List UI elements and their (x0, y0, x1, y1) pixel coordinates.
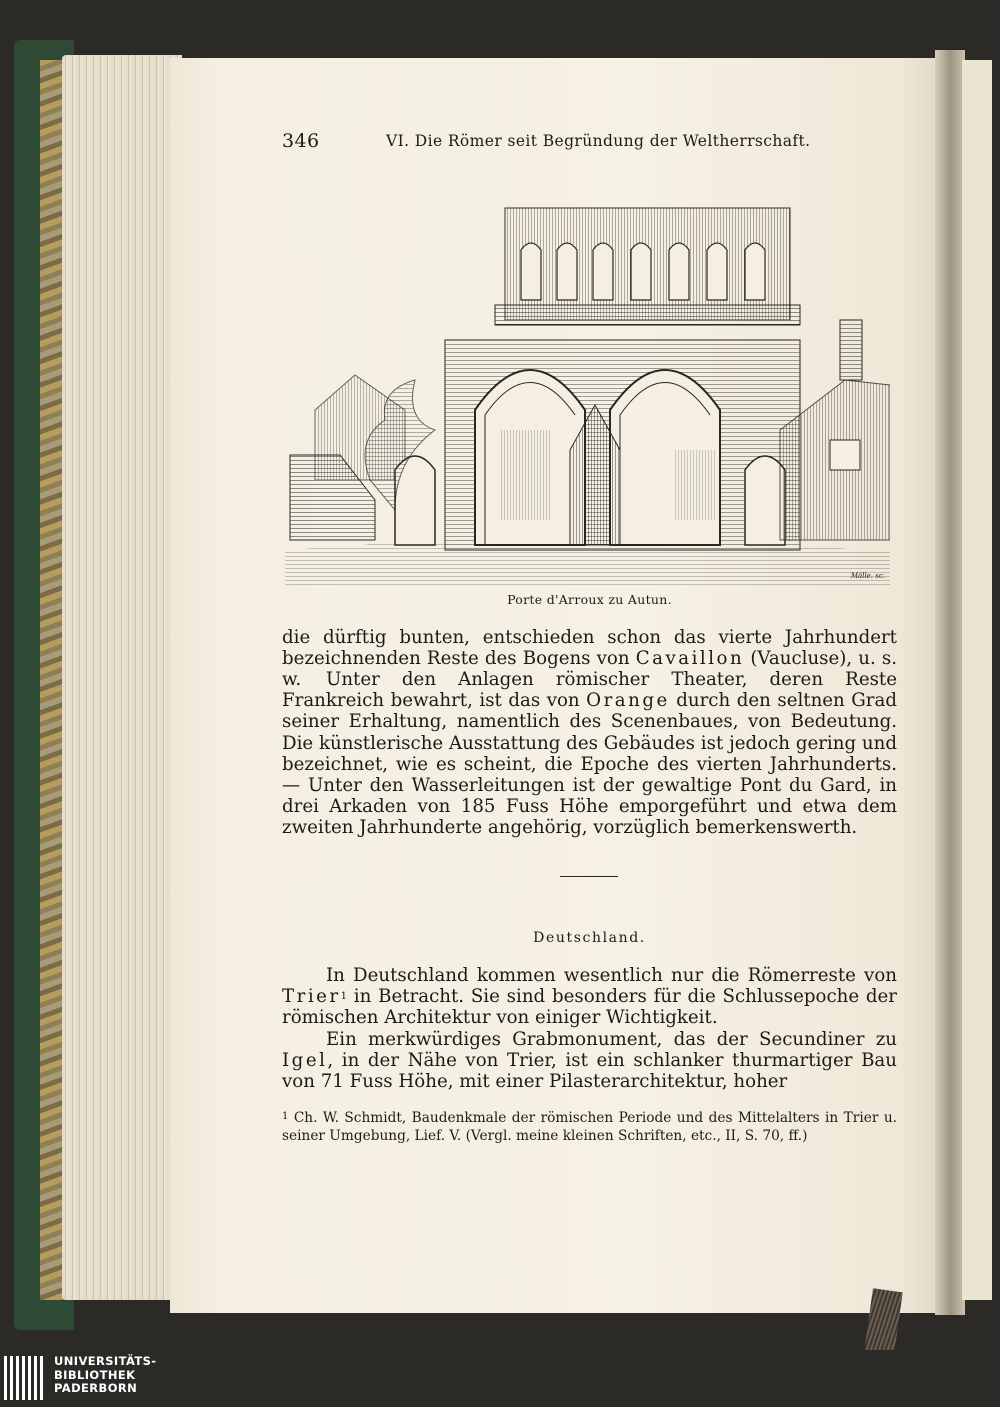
paragraph-orange: Unter den Anlagen römischer Theater, deren Reste Frankreich bewahrt, ist das von Orange durch den seltnen Grad seiner Erhaltung, namentlich des Scenenbaues, von Bedeutung. Die künstlerische Ausstattung des Gebäudes ist jedoch gering und bezeichnet, wie es scheint, die Epoche des vierten Jahrhunderts. — Unter den Wasserleitungen ist der gewaltige Pont du Gard, in drei Arkaden von 185 Fuss Höhe emporgeführt und etwa dem zweiten Jahrhunderte angehörig, vorzüglich bemerkenswerth. (282, 669, 897, 839)
page-header (282, 130, 897, 160)
paragraph-cavaillon: die dürftig bunten, entschieden schon das vierte Jahrhundert bezeichnenden Reste des Bogens von Cavaillon (Vaucluse), u. s. w. (282, 627, 897, 691)
facing-page-edge (962, 60, 992, 1300)
engraver-signature: Mälle. sc. (850, 572, 885, 580)
engraving-porte-d-arroux (285, 180, 890, 585)
book-gutter (935, 50, 965, 1315)
page-number: 346 (282, 130, 320, 152)
paragraph-igel: Ein merkwürdiges Grabmonument, das der Secundiner zu Igel, in der Nähe von Trier, ist ein schlanker thurmartiger Bau von 71 Fuss Höhe, mit einer Pilasterarchitektur, hoher (282, 1029, 897, 1093)
page-edges (62, 55, 182, 1300)
library-logo (0, 1350, 1000, 1407)
library-logo-text: UNIVERSITÄTS- BIBLIOTHEK PADERBORN (54, 1354, 157, 1395)
running-title: VI. Die Römer seit Begründung der Weltherrschaft. (386, 132, 811, 150)
paragraph-trier: In Deutschland kommen wesentlich nur die Römerreste von Trier1 in Betracht. Sie sind besonders für die Schlussepoche der römischen Architektur von einiger Wichtigkeit. (282, 965, 897, 1029)
footnote: $^1$ Ch. W. Schmidt, Baudenkmale der römischen Periode und des Mittelalters in Trier u. seiner Umgebung, Lief. V. (Vergl. meine kleinen Schriften, etc., II, S. 70, ff.) (282, 1110, 897, 1144)
figure-caption: Porte d'Arroux zu Autun. (507, 592, 672, 607)
section-divider (560, 876, 618, 877)
section-title: Deutschland. (533, 930, 646, 946)
library-logo-icon (4, 1356, 46, 1400)
